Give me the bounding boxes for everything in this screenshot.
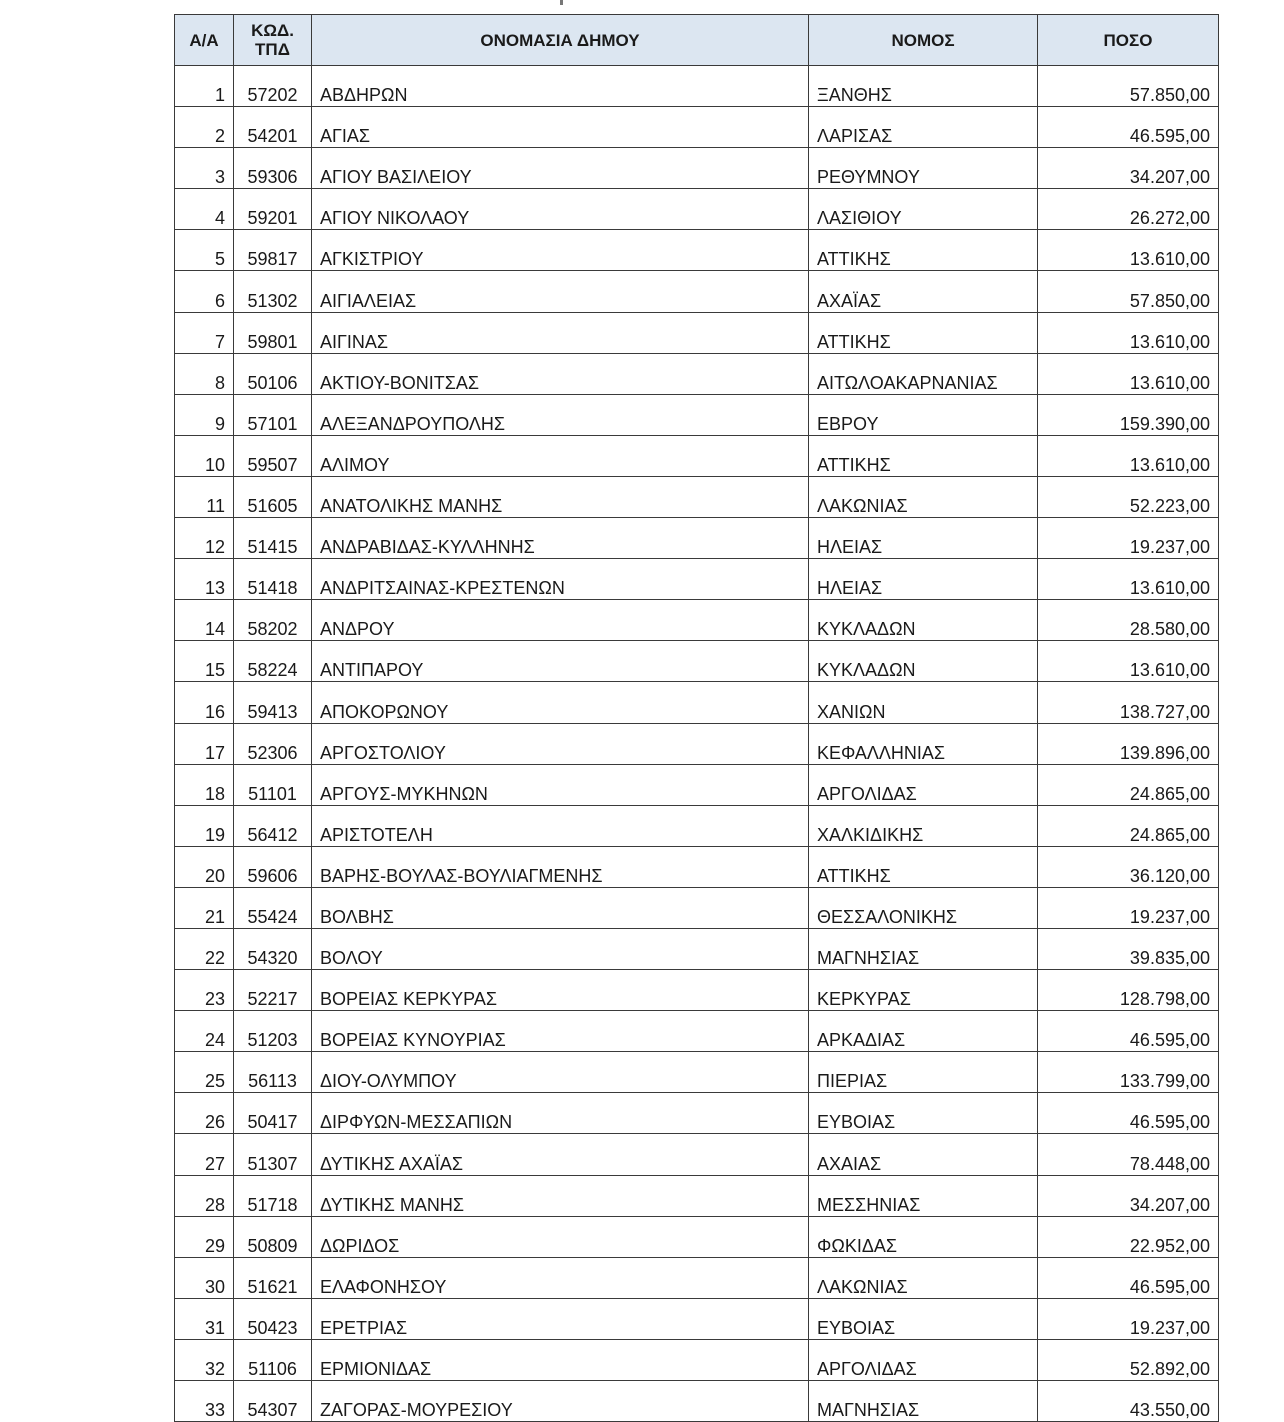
table-row [175, 600, 1219, 641]
cell-municipality-name: ΑΝΔΡΙΤΣΑΙΝΑΣ-ΚΡΕΣΤΕΝΩΝ [312, 559, 809, 600]
cell-aa: 1 [175, 66, 234, 107]
cell-amount: 24.865,00 [1038, 764, 1219, 805]
header-aa: Α/Α [175, 15, 234, 66]
cell-prefecture: ΕΥΒΟΙΑΣ [809, 1298, 1038, 1339]
table-header [175, 15, 1219, 66]
cell-amount: 46.595,00 [1038, 1257, 1219, 1298]
cell-code: 59201 [234, 189, 312, 230]
cell-amount: 52.892,00 [1038, 1339, 1219, 1380]
table-row [175, 1339, 1219, 1380]
header-code [234, 15, 312, 66]
cell-prefecture: ΑΡΓΟΛΙΔΑΣ [809, 764, 1038, 805]
cell-prefecture: ΦΩΚΙΔΑΣ [809, 1216, 1038, 1257]
cell-code: 59507 [234, 435, 312, 476]
cell-municipality-name: ΒΟΡΕΙΑΣ ΚΕΡΚΥΡΑΣ [312, 970, 809, 1011]
cell-prefecture: ΑΙΤΩΛΟΑΚΑΡΝΑΝΙΑΣ [809, 353, 1038, 394]
cell-prefecture: ΧΑΛΚΙΔΙΚΗΣ [809, 805, 1038, 846]
cell-code: 54307 [234, 1381, 312, 1422]
cell-municipality-name: ΑΡΓΟΥΣ-ΜΥΚΗΝΩΝ [312, 764, 809, 805]
municipalities-table [174, 14, 1219, 1422]
table-row [175, 230, 1219, 271]
cell-aa: 14 [175, 600, 234, 641]
table-row [175, 846, 1219, 887]
cell-municipality-name: ΒΑΡΗΣ-ΒΟΥΛΑΣ-ΒΟΥΛΙΑΓΜΕΝΗΣ [312, 846, 809, 887]
table-row [175, 1216, 1219, 1257]
cell-code: 56412 [234, 805, 312, 846]
cell-prefecture: ΠΙΕΡΙΑΣ [809, 1052, 1038, 1093]
cell-code: 58224 [234, 641, 312, 682]
cell-code: 51605 [234, 476, 312, 517]
cell-code: 54201 [234, 107, 312, 148]
cell-municipality-name: ΑΛΕΞΑΝΔΡΟΥΠΟΛΗΣ [312, 394, 809, 435]
cell-amount: 46.595,00 [1038, 1011, 1219, 1052]
cell-code: 51203 [234, 1011, 312, 1052]
cell-prefecture: ΧΑΝΙΩΝ [809, 682, 1038, 723]
cell-aa: 33 [175, 1381, 234, 1422]
header-code-line1: ΚΩΔ. [251, 21, 294, 40]
cell-prefecture: ΗΛΕΙΑΣ [809, 559, 1038, 600]
cell-prefecture: ΚΕΡΚΥΡΑΣ [809, 970, 1038, 1011]
cell-amount: 133.799,00 [1038, 1052, 1219, 1093]
cell-amount: 19.237,00 [1038, 1298, 1219, 1339]
cell-municipality-name: ΒΟΡΕΙΑΣ ΚΥΝΟΥΡΙΑΣ [312, 1011, 809, 1052]
cell-amount: 46.595,00 [1038, 107, 1219, 148]
cell-code: 51718 [234, 1175, 312, 1216]
cell-amount: 78.448,00 [1038, 1134, 1219, 1175]
cell-prefecture: ΑΤΤΙΚΗΣ [809, 312, 1038, 353]
cell-prefecture: ΚΥΚΛΑΔΩΝ [809, 641, 1038, 682]
cell-amount: 57.850,00 [1038, 271, 1219, 312]
header-name: ΟΝΟΜΑΣΙΑ ΔΗΜΟΥ [312, 15, 809, 66]
cell-aa: 23 [175, 970, 234, 1011]
cell-municipality-name: ΕΛΑΦΟΝΗΣΟΥ [312, 1257, 809, 1298]
cell-municipality-name: ΔΩΡΙΔΟΣ [312, 1216, 809, 1257]
cell-municipality-name: ΑΙΓΙΝΑΣ [312, 312, 809, 353]
cell-municipality-name: ΑΓΚΙΣΤΡΙΟΥ [312, 230, 809, 271]
cell-aa: 22 [175, 928, 234, 969]
cell-code: 52217 [234, 970, 312, 1011]
cell-code: 59606 [234, 846, 312, 887]
cell-amount: 128.798,00 [1038, 970, 1219, 1011]
cell-aa: 28 [175, 1175, 234, 1216]
header-row [175, 15, 1219, 66]
table-row [175, 518, 1219, 559]
cell-code: 50106 [234, 353, 312, 394]
cell-municipality-name: ΑΝΔΡΟΥ [312, 600, 809, 641]
table-row [175, 559, 1219, 600]
cell-municipality-name: ΑΓΙΟΥ ΒΑΣΙΛΕΙΟΥ [312, 148, 809, 189]
table-row [175, 107, 1219, 148]
table-row [175, 723, 1219, 764]
cell-code: 59817 [234, 230, 312, 271]
cell-prefecture: ΚΥΚΛΑΔΩΝ [809, 600, 1038, 641]
cell-code: 51106 [234, 1339, 312, 1380]
cell-amount: 43.550,00 [1038, 1381, 1219, 1422]
cell-aa: 8 [175, 353, 234, 394]
cell-code: 51418 [234, 559, 312, 600]
header-code-line2: ΤΠΔ [255, 40, 290, 59]
cell-municipality-name: ΑΓΙΑΣ [312, 107, 809, 148]
cell-prefecture: ΞΑΝΘΗΣ [809, 66, 1038, 107]
table-row [175, 928, 1219, 969]
header-nomos: ΝΟΜΟΣ [809, 15, 1038, 66]
cell-amount: 13.610,00 [1038, 435, 1219, 476]
cell-amount: 13.610,00 [1038, 641, 1219, 682]
cell-aa: 4 [175, 189, 234, 230]
cell-code: 56113 [234, 1052, 312, 1093]
cell-municipality-name: ΑΚΤΙΟΥ-ΒΟΝΙΤΣΑΣ [312, 353, 809, 394]
cell-code: 59413 [234, 682, 312, 723]
cell-prefecture: ΕΥΒΟΙΑΣ [809, 1093, 1038, 1134]
cell-prefecture: ΑΡΚΑΔΙΑΣ [809, 1011, 1038, 1052]
table-row [175, 353, 1219, 394]
cell-aa: 13 [175, 559, 234, 600]
cell-prefecture: ΛΑΡΙΣΑΣ [809, 107, 1038, 148]
cell-prefecture: ΑΧΑΙΑΣ [809, 1134, 1038, 1175]
cell-code: 50417 [234, 1093, 312, 1134]
table-row [175, 805, 1219, 846]
cell-municipality-name: ΔΙΟΥ-ΟΛΥΜΠΟΥ [312, 1052, 809, 1093]
cell-aa: 2 [175, 107, 234, 148]
cell-municipality-name: ΕΡΜΙΟΝΙΔΑΣ [312, 1339, 809, 1380]
cell-municipality-name: ΑΠΟΚΟΡΩΝΟΥ [312, 682, 809, 723]
cell-code: 51302 [234, 271, 312, 312]
cell-amount: 34.207,00 [1038, 148, 1219, 189]
table-row [175, 189, 1219, 230]
cell-aa: 19 [175, 805, 234, 846]
cell-prefecture: ΜΑΓΝΗΣΙΑΣ [809, 928, 1038, 969]
cell-aa: 18 [175, 764, 234, 805]
table-row [175, 1134, 1219, 1175]
cell-amount: 13.610,00 [1038, 559, 1219, 600]
cell-amount: 138.727,00 [1038, 682, 1219, 723]
table-row [175, 1257, 1219, 1298]
cell-prefecture: ΚΕΦΑΛΛΗΝΙΑΣ [809, 723, 1038, 764]
cell-municipality-name: ΑΒΔΗΡΩΝ [312, 66, 809, 107]
cell-prefecture: ΑΧΑΪΑΣ [809, 271, 1038, 312]
cell-municipality-name: ΕΡΕΤΡΙΑΣ [312, 1298, 809, 1339]
cell-municipality-name: ΑΓΙΟΥ ΝΙΚΟΛΑΟΥ [312, 189, 809, 230]
cell-code: 54320 [234, 928, 312, 969]
table-row [175, 66, 1219, 107]
cell-prefecture: ΛΑΚΩΝΙΑΣ [809, 476, 1038, 517]
cell-prefecture: ΛΑΣΙΘΙΟΥ [809, 189, 1038, 230]
cell-code: 51415 [234, 518, 312, 559]
table-row [175, 887, 1219, 928]
cell-prefecture: ΡΕΘΥΜΝΟΥ [809, 148, 1038, 189]
cell-prefecture: ΗΛΕΙΑΣ [809, 518, 1038, 559]
cell-code: 59306 [234, 148, 312, 189]
cell-aa: 25 [175, 1052, 234, 1093]
cell-prefecture: ΑΤΤΙΚΗΣ [809, 435, 1038, 476]
table-row [175, 435, 1219, 476]
cell-municipality-name: ΒΟΛΟΥ [312, 928, 809, 969]
cell-aa: 15 [175, 641, 234, 682]
cell-amount: 22.952,00 [1038, 1216, 1219, 1257]
cell-aa: 11 [175, 476, 234, 517]
cell-amount: 159.390,00 [1038, 394, 1219, 435]
cell-aa: 27 [175, 1134, 234, 1175]
cell-aa: 21 [175, 887, 234, 928]
table-row [175, 1011, 1219, 1052]
table-row [175, 1381, 1219, 1422]
cell-prefecture: ΕΒΡΟΥ [809, 394, 1038, 435]
cell-amount: 24.865,00 [1038, 805, 1219, 846]
cell-amount: 57.850,00 [1038, 66, 1219, 107]
cell-prefecture: ΜΕΣΣΗΝΙΑΣ [809, 1175, 1038, 1216]
cell-aa: 26 [175, 1093, 234, 1134]
cell-aa: 20 [175, 846, 234, 887]
cell-code: 58202 [234, 600, 312, 641]
cell-aa: 7 [175, 312, 234, 353]
cell-municipality-name: ΒΟΛΒΗΣ [312, 887, 809, 928]
cell-amount: 52.223,00 [1038, 476, 1219, 517]
cell-code: 57101 [234, 394, 312, 435]
cell-code: 51101 [234, 764, 312, 805]
header-poso: ΠΟΣΟ [1038, 15, 1219, 66]
cell-prefecture: ΑΤΤΙΚΗΣ [809, 846, 1038, 887]
table-row [175, 1052, 1219, 1093]
cell-municipality-name: ΑΙΓΙΑΛΕΙΑΣ [312, 271, 809, 312]
cell-amount: 28.580,00 [1038, 600, 1219, 641]
cell-amount: 19.237,00 [1038, 887, 1219, 928]
cell-aa: 6 [175, 271, 234, 312]
table-row [175, 1298, 1219, 1339]
table-row [175, 476, 1219, 517]
cell-municipality-name: ΔΥΤΙΚΗΣ ΜΑΝΗΣ [312, 1175, 809, 1216]
cell-municipality-name: ΑΡΙΣΤΟΤΕΛΗ [312, 805, 809, 846]
cell-amount: 13.610,00 [1038, 353, 1219, 394]
cell-amount: 36.120,00 [1038, 846, 1219, 887]
cell-code: 57202 [234, 66, 312, 107]
table-row [175, 764, 1219, 805]
cell-prefecture: ΛΑΚΩΝΙΑΣ [809, 1257, 1038, 1298]
table-row [175, 271, 1219, 312]
cell-aa: 31 [175, 1298, 234, 1339]
cell-aa: 32 [175, 1339, 234, 1380]
cell-municipality-name: ΑΡΓΟΣΤΟΛΙΟΥ [312, 723, 809, 764]
cell-aa: 16 [175, 682, 234, 723]
table-row [175, 312, 1219, 353]
cell-amount: 46.595,00 [1038, 1093, 1219, 1134]
cell-municipality-name: ΖΑΓΟΡΑΣ-ΜΟΥΡΕΣΙΟΥ [312, 1381, 809, 1422]
cell-municipality-name: ΑΛΙΜΟΥ [312, 435, 809, 476]
table-row [175, 394, 1219, 435]
cell-code: 59801 [234, 312, 312, 353]
table-row [175, 641, 1219, 682]
cell-aa: 24 [175, 1011, 234, 1052]
cell-municipality-name: ΔΥΤΙΚΗΣ ΑΧΑΪΑΣ [312, 1134, 809, 1175]
cell-aa: 12 [175, 518, 234, 559]
cell-aa: 10 [175, 435, 234, 476]
cell-amount: 13.610,00 [1038, 230, 1219, 271]
cell-municipality-name: ΑΝΤΙΠΑΡΟΥ [312, 641, 809, 682]
table-row [175, 682, 1219, 723]
cell-municipality-name: ΑΝΔΡΑΒΙΔΑΣ-ΚΥΛΛΗΝΗΣ [312, 518, 809, 559]
table-row [175, 1175, 1219, 1216]
table-body [175, 66, 1219, 1422]
cell-code: 51621 [234, 1257, 312, 1298]
cell-code: 55424 [234, 887, 312, 928]
cell-code: 52306 [234, 723, 312, 764]
cell-municipality-name: ΑΝΑΤΟΛΙΚΗΣ ΜΑΝΗΣ [312, 476, 809, 517]
cell-aa: 29 [175, 1216, 234, 1257]
table-row [175, 1093, 1219, 1134]
cell-code: 50809 [234, 1216, 312, 1257]
cell-municipality-name: ΔΙΡΦΥΩΝ-ΜΕΣΣΑΠΙΩΝ [312, 1093, 809, 1134]
cell-code: 51307 [234, 1134, 312, 1175]
cell-prefecture: ΜΑΓΝΗΣΙΑΣ [809, 1381, 1038, 1422]
cell-aa: 5 [175, 230, 234, 271]
table-row [175, 970, 1219, 1011]
cell-amount: 19.237,00 [1038, 518, 1219, 559]
table-row [175, 148, 1219, 189]
cell-prefecture: ΘΕΣΣΑΛΟΝΙΚΗΣ [809, 887, 1038, 928]
cell-amount: 39.835,00 [1038, 928, 1219, 969]
cell-prefecture: ΑΡΓΟΛΙΔΑΣ [809, 1339, 1038, 1380]
cell-prefecture: ΑΤΤΙΚΗΣ [809, 230, 1038, 271]
cell-amount: 13.610,00 [1038, 312, 1219, 353]
cell-amount: 26.272,00 [1038, 189, 1219, 230]
cell-code: 50423 [234, 1298, 312, 1339]
page-top-mark [560, 0, 563, 5]
cell-amount: 34.207,00 [1038, 1175, 1219, 1216]
cell-aa: 9 [175, 394, 234, 435]
cell-aa: 17 [175, 723, 234, 764]
cell-aa: 3 [175, 148, 234, 189]
cell-aa: 30 [175, 1257, 234, 1298]
cell-amount: 139.896,00 [1038, 723, 1219, 764]
